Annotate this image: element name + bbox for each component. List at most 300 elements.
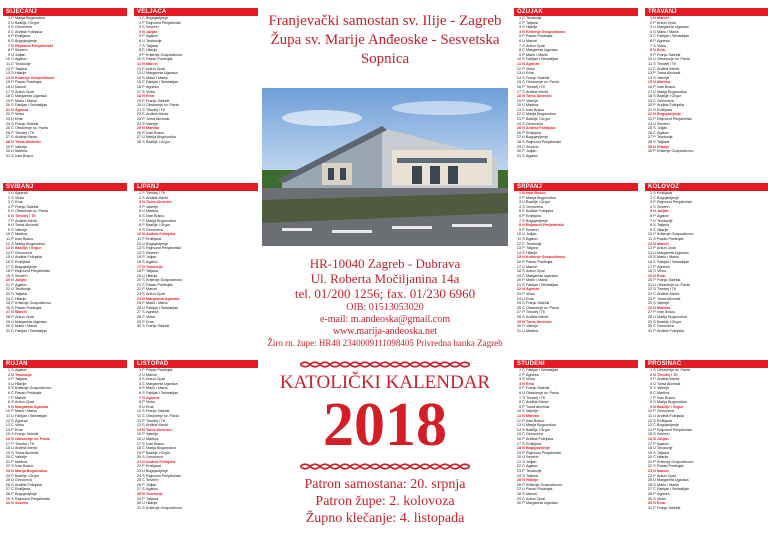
weekday-letter: S [142, 473, 145, 478]
weekday-letter: Č [11, 29, 14, 34]
weekday-letter: Č [11, 200, 14, 205]
day-number: 9 [138, 52, 141, 57]
weekday-letter: S [142, 487, 145, 492]
weekday-letter: U [142, 305, 145, 310]
weekday-letter: U [142, 372, 145, 377]
saint-name: Severin [657, 121, 670, 126]
weekday-letter: S [522, 107, 525, 112]
day-number: 25 [516, 301, 521, 306]
day-number: 6 [518, 38, 521, 43]
weekday-letter: S [653, 482, 656, 487]
weekday-letter: S [653, 255, 656, 260]
saint-name: Teodozije [15, 61, 31, 66]
month-studeni [514, 360, 638, 506]
saint-name: Valerije [657, 386, 670, 391]
day-number: 27 [516, 487, 521, 492]
saint-name: Antun Opat [526, 496, 545, 501]
weekday-letter: P [653, 492, 656, 497]
day-number: 12 [647, 418, 652, 423]
day-number: 29 [647, 496, 652, 501]
month-header: SIJEČANJ [3, 8, 127, 16]
saint-name: Bogojavljenje [657, 423, 679, 428]
day-number: 3 [518, 200, 521, 205]
weekday-letter: S [522, 315, 525, 320]
weekday-letter: P [522, 34, 525, 39]
saint-name: Margareta Ugarska [15, 404, 49, 409]
weekday-letter: N [653, 48, 656, 53]
weekday-letter: P [11, 282, 14, 287]
saint-name: Marcel [146, 287, 158, 292]
saint-name: Anđela Merici [15, 446, 38, 451]
saint-name: Bogojavljenje [15, 264, 37, 269]
weekday-letter: P [142, 34, 145, 39]
weekday-letter: S [653, 204, 656, 209]
day-number: 1 [7, 16, 10, 20]
day-number: 10 [516, 409, 521, 414]
saint-name: Valerije [526, 409, 539, 414]
weekday-letter: P [522, 246, 525, 251]
day-number: 10 [516, 232, 521, 237]
weekday-letter: S [653, 287, 656, 292]
weekday-letter: N [522, 94, 525, 99]
day-number: 17 [516, 264, 521, 269]
day-number: 14 [516, 250, 521, 255]
saint-name: Marcel [15, 84, 27, 89]
saint-name: Vinko [146, 315, 156, 320]
saint-name: Margareta Ugarska [146, 71, 178, 76]
weekday-letter: U [653, 446, 656, 451]
weekday-letter: P [522, 292, 525, 297]
weekday-letter: P [11, 130, 14, 135]
weekday-letter: P [11, 66, 14, 71]
day-number: 3 [649, 25, 652, 30]
weekday-letter: Č [653, 98, 656, 103]
weekday-letter: S [522, 282, 525, 287]
saint-name: Obraćenje sv. Pavla [526, 80, 559, 85]
month-travanj [645, 8, 768, 154]
weekday-letter: Č [11, 94, 14, 99]
day-number: 7 [649, 43, 652, 48]
weekday-letter: S [522, 250, 525, 255]
day-number: 25 [136, 478, 141, 483]
day-number: 5 [518, 386, 521, 391]
day-number: 19 [5, 98, 10, 103]
month-header: LISTOPAD [134, 360, 258, 368]
saint-name: Anđela Merici [146, 195, 169, 200]
saint-name: Margareta Ugarska [146, 381, 178, 386]
weekday-letter: U [522, 328, 525, 333]
day-number: 7 [7, 43, 10, 48]
weekday-letter: U [653, 381, 656, 386]
day-number: 11 [517, 61, 521, 66]
weekday-letter: P [522, 84, 525, 89]
weekday-letter: Č [653, 455, 656, 460]
saint-name: Julijan [146, 255, 157, 260]
saint-name: Severin [526, 227, 539, 232]
weekday-letter: S [142, 25, 145, 30]
saint-name: Ema [146, 404, 154, 409]
saint-name: Emilijana [146, 464, 161, 469]
weekday-letter: P [142, 66, 145, 71]
month-header: LIPANJ [134, 183, 258, 191]
saint-name: Teodozije [15, 372, 32, 377]
weekday-letter: P [653, 296, 656, 301]
saint-name: Emilijana [657, 107, 672, 112]
day-number: 11 [648, 413, 652, 418]
weekday-letter: S [653, 450, 656, 455]
saint-name: Anđela Merici [526, 400, 549, 405]
weekday-letter: P [522, 324, 525, 329]
saint-name: Tatjana [146, 496, 158, 501]
saint-name: Toma Akvinski [15, 223, 39, 228]
weekday-letter: U [653, 89, 656, 94]
day-number: 10 [5, 57, 10, 62]
saint-name: Pavao Pustinjak [657, 464, 684, 469]
day-number: 23 [136, 292, 141, 297]
weekday-letter: N [11, 501, 14, 506]
day-number: 18 [136, 269, 141, 274]
saint-name: Agneza [657, 38, 670, 43]
day-number: 2 [649, 372, 652, 377]
saint-name: Valerije [15, 144, 28, 149]
saint-name: Franjo Saleški [657, 505, 681, 510]
saint-name: Teodozije [146, 264, 163, 269]
day-number: 27 [136, 135, 141, 140]
day-number: 20 [516, 455, 521, 460]
day-number: 13 [5, 423, 10, 428]
day-number: 28 [5, 492, 10, 497]
saint-name: Emilijana [526, 213, 541, 218]
day-number: 21 [516, 459, 521, 464]
saint-name: Teodozije [526, 469, 542, 474]
day-number: 14 [516, 427, 521, 432]
day-number: 10 [5, 409, 10, 414]
weekday-letter: N [653, 404, 656, 409]
saint-name: Obraćenje sv. Pavla [526, 390, 559, 395]
day-number: 1 [518, 191, 521, 195]
day-number: 6 [518, 213, 521, 218]
saint-name: Teodozije [657, 446, 673, 451]
weekday-letter: U [142, 469, 145, 474]
day-number: 28 [647, 492, 652, 497]
day-number: 28 [516, 492, 521, 497]
saint-name: Bazilije i Grgur [146, 223, 170, 228]
calendar-title-block [262, 372, 508, 459]
day-number: 18 [5, 94, 10, 99]
day-number: 1 [518, 368, 521, 372]
weekday-letter: N [653, 144, 656, 149]
weekday-letter: N [142, 126, 145, 131]
weekday-letter: S [142, 213, 145, 218]
saint-name: Pavao Pustinjak [657, 236, 684, 241]
weekday-letter: Č [142, 446, 145, 451]
weekday-letter: U [522, 296, 525, 301]
day-number: 23 [516, 469, 521, 474]
day-number: 23 [136, 117, 141, 122]
day-number: 15 [5, 432, 10, 437]
day-number: 3 [138, 200, 141, 205]
weekday-letter: N [522, 191, 525, 195]
day-number: 12 [136, 66, 141, 71]
day-number: 27 [516, 310, 521, 315]
weekday-letter: Č [653, 195, 656, 200]
day-number: 24 [516, 473, 521, 478]
day-number: 14 [5, 427, 10, 432]
weekday-letter: S [142, 107, 145, 112]
day-row [3, 501, 127, 506]
weekday-letter: P [653, 441, 656, 446]
day-number: 8 [138, 48, 141, 53]
day-number: 9 [138, 227, 141, 232]
weekday-letter: U [653, 315, 656, 320]
saint-name: Mario i Marta [657, 29, 679, 34]
saint-name: Pavao Pustinjak [526, 34, 553, 39]
weekday-letter: P [11, 80, 14, 85]
weekday-letter: P [653, 246, 656, 251]
day-number: 21 [516, 107, 521, 112]
saint-name: Obraćenje sv. Pavla [15, 209, 48, 214]
weekday-letter: P [522, 52, 525, 57]
saint-name: Hilarije [15, 71, 27, 76]
weekday-letter: P [522, 98, 525, 103]
saint-name: Tatjana [657, 140, 669, 145]
day-number: 16 [5, 84, 10, 89]
weekday-letter: P [11, 236, 14, 241]
day-number: 5 [138, 34, 141, 39]
saint-name: Timotej i Tit [15, 441, 34, 446]
weekday-letter: P [142, 386, 145, 391]
saint-name: Anđela Folinjska [15, 255, 43, 260]
saint-name: Bazilije i Grgur [146, 450, 170, 455]
day-number: 24 [136, 121, 141, 126]
day-number: 8 [649, 400, 652, 405]
day-number: 3 [518, 377, 521, 382]
weekday-letter: P [142, 319, 145, 324]
day-number: 16 [647, 84, 652, 89]
weekday-letter: Č [11, 487, 14, 492]
saint-name: Fabijan i Sebastijan [15, 413, 48, 418]
saint-name: Vinko [146, 400, 156, 405]
saint-name: Bogojavljenje [657, 195, 679, 200]
weekday-letter: P [653, 459, 656, 464]
contact-block [262, 256, 508, 349]
saint-name: Ivan Bosco [146, 213, 165, 218]
day-number: 13 [516, 423, 521, 428]
day-number: 13 [516, 71, 521, 76]
saint-name: Valerije [15, 227, 28, 232]
day-number: 31 [647, 505, 652, 510]
saint-name: Toma Akvinski [526, 94, 552, 99]
weekday-letter: S [11, 400, 14, 405]
weekday-letter: S [522, 269, 525, 274]
saint-name: Anđela Merici [15, 135, 38, 140]
weekday-letter: S [11, 209, 14, 214]
email-link[interactable]: e-mail: m.andeoska@gmail.com [319, 314, 450, 325]
saint-name: Antun Opat [657, 246, 676, 251]
weekday-letter: U [11, 52, 14, 57]
day-number: 4 [138, 204, 141, 209]
weekday-letter: S [522, 43, 525, 48]
saint-name: Teodozije [657, 218, 673, 223]
weekday-letter: S [653, 107, 656, 112]
header-block [262, 12, 508, 69]
saint-name: Franjo Saleški [657, 52, 681, 57]
church-photo [262, 88, 508, 246]
weekday-letter: S [11, 482, 14, 487]
weekday-letter: U [142, 501, 145, 506]
day-number: 9 [649, 52, 652, 57]
feast-days [262, 476, 508, 527]
weekday-letter: Č [653, 227, 656, 232]
day-number: 25 [516, 478, 521, 483]
weekday-letter: Č [653, 390, 656, 395]
month-header: TRAVANJ [645, 8, 768, 16]
saint-name: Genoveva [15, 478, 32, 483]
weekday-letter: U [653, 282, 656, 287]
saint-name: Anđela Folinjska [146, 459, 176, 464]
day-number: 23 [136, 469, 141, 474]
saint-name: Fabijan i Sebastijan [526, 282, 559, 287]
weekday-letter: N [11, 436, 14, 441]
weekday-letter: U [522, 455, 525, 460]
day-number: 19 [516, 273, 521, 278]
weekday-letter: N [142, 459, 145, 464]
saint-name: Krštenje Gospodinovo [15, 75, 55, 80]
day-number: 24 [5, 121, 10, 126]
month-header: SVIBANJ [3, 183, 127, 191]
day-number: 8 [138, 400, 141, 405]
weekday-letter: S [653, 269, 656, 274]
day-row [134, 140, 258, 145]
saint-name: Anđela Merici [526, 315, 549, 320]
weekday-letter: Č [653, 66, 656, 71]
day-row [645, 506, 768, 511]
day-number: 27 [647, 310, 652, 315]
website-link[interactable]: www.marija-andeoska.net [332, 326, 438, 337]
weekday-letter: N [142, 61, 145, 66]
weekday-letter: S [142, 278, 145, 283]
weekday-letter: P [11, 409, 14, 414]
saint-name: Ema [657, 48, 665, 53]
weekday-letter: S [11, 292, 14, 297]
saint-name: Julijan [526, 232, 537, 237]
saint-name: Fabijan i Sebastijan [146, 305, 179, 310]
weekday-letter: S [522, 395, 525, 400]
saint-name: Margareta Ugarska [526, 501, 558, 506]
saint-name: Severin [15, 48, 28, 53]
saint-name: Valerije [146, 121, 159, 126]
saint-name: Vinko [526, 377, 536, 382]
day-number: 27 [5, 487, 10, 492]
saint-name: Valerije [657, 301, 670, 306]
day-number: 21 [5, 107, 10, 112]
day-number: 29 [136, 319, 141, 324]
weekday-letter: N [522, 126, 525, 131]
day-number: 9 [138, 404, 141, 409]
day-number: 22 [5, 112, 10, 117]
weekday-letter: Č [522, 273, 525, 278]
day-number: 12 [647, 241, 652, 246]
day-number: 14 [647, 75, 652, 80]
day-number: 28 [5, 140, 10, 145]
day-number: 9 [7, 52, 10, 57]
weekday-letter: N [653, 241, 656, 246]
weekday-letter: Č [142, 218, 145, 223]
day-number: 5 [7, 34, 10, 39]
weekday-letter: P [142, 496, 145, 501]
saint-name: Agaton [657, 130, 669, 135]
weekday-letter: U [11, 84, 14, 89]
day-number: 12 [516, 418, 521, 423]
saint-name: Antun Opat [146, 292, 165, 297]
day-number: 29 [516, 144, 521, 149]
saint-name: Obraćenje sv. Pavla [15, 436, 50, 441]
saint-name: Toma Akvinski [146, 200, 172, 205]
saint-name: Genoveva [657, 409, 674, 414]
weekday-letter: S [522, 236, 525, 241]
day-number: 24 [647, 121, 652, 126]
weekday-letter: Č [653, 34, 656, 39]
day-number: 14 [516, 75, 521, 80]
day-number: 1 [138, 368, 141, 372]
day-number: 11 [648, 236, 652, 241]
saint-name: Margareta Ugarska [146, 296, 180, 301]
weekday-letter: Č [522, 368, 525, 372]
saint-name: Margareta Ugarska [15, 319, 47, 324]
saint-name: Margareta Ugarska [657, 250, 689, 255]
saint-name: Timotej i Tit [526, 395, 545, 400]
day-number: 26 [5, 130, 10, 135]
weekday-letter: N [653, 436, 656, 441]
weekday-letter: P [11, 112, 14, 117]
weekday-letter: S [522, 377, 525, 382]
day-number: 31 [5, 153, 10, 158]
day-number: 9 [518, 52, 521, 57]
weekday-letter: P [522, 501, 525, 506]
saint-name: Rajmund Penjafortski [657, 427, 693, 432]
day-number: 11 [137, 413, 141, 418]
weekday-letter: Č [11, 232, 14, 237]
saint-name: Anđela Merici [146, 423, 169, 428]
weekday-letter: U [653, 478, 656, 483]
saint-name: Fabijan i Sebastijan [657, 259, 690, 264]
weekday-letter: P [653, 427, 656, 432]
weekday-letter: P [11, 98, 14, 103]
saint-name: Martina [657, 80, 671, 85]
weekday-letter: U [522, 264, 525, 269]
day-row [514, 501, 638, 506]
saint-name: Pavao Pustinjak [15, 390, 42, 395]
saint-name: Severin [15, 501, 29, 506]
saint-name: Emilijana [15, 259, 30, 264]
saint-name: Bogojavljenje [146, 241, 168, 246]
weekday-letter: N [653, 469, 656, 474]
saint-name: Agaton [526, 464, 538, 469]
weekday-letter: S [653, 496, 656, 501]
day-number: 23 [516, 117, 521, 122]
weekday-letter: N [11, 246, 14, 251]
saint-name: Marija Bogorodica [526, 112, 556, 117]
day-number: 29 [136, 496, 141, 501]
day-row [645, 149, 768, 154]
saint-name: Bazilije i Grgur [526, 200, 550, 205]
saint-name: Severin [15, 273, 28, 278]
saint-name: Antun Opat [15, 89, 34, 94]
day-number: 1 [138, 191, 141, 195]
day-number: 3 [138, 25, 141, 30]
weekday-letter: P [522, 213, 525, 218]
saint-name: Vinko [15, 423, 25, 428]
